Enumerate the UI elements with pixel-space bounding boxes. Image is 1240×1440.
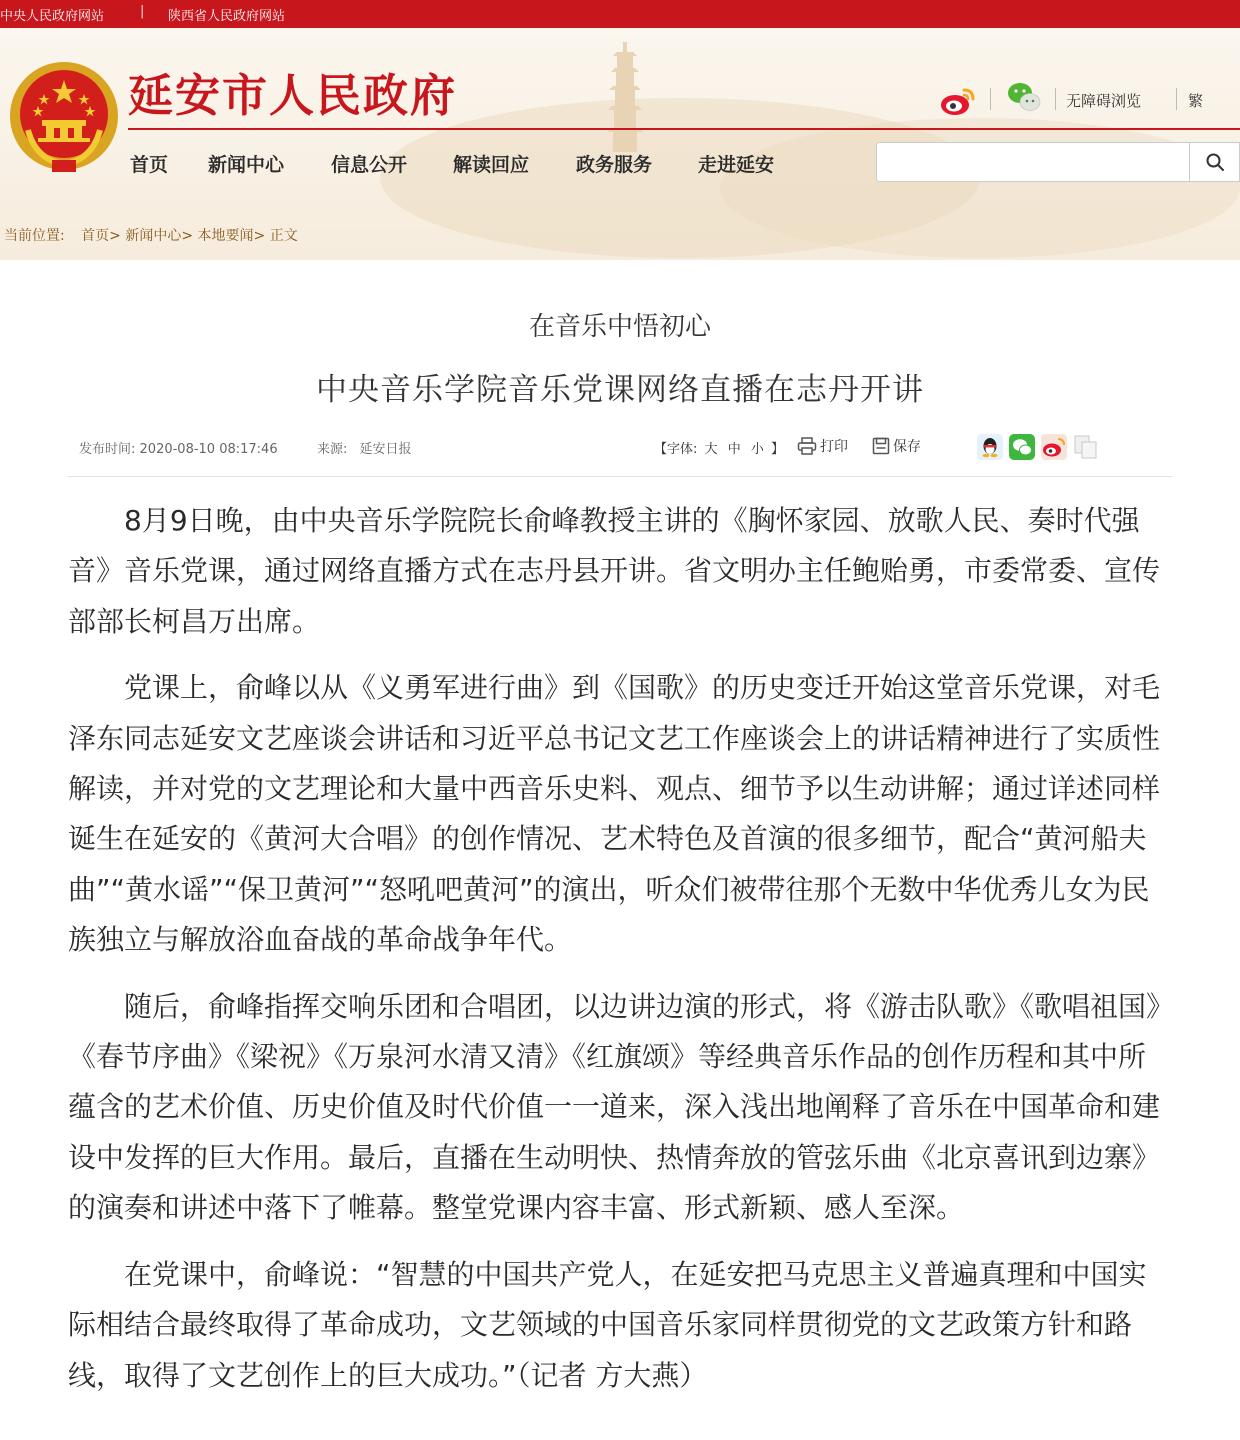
search-input[interactable] — [876, 142, 1190, 182]
font-size-medium[interactable]: 中 — [727, 442, 741, 457]
font-size-small[interactable]: 小 — [750, 442, 764, 457]
national-emblem-icon — [8, 60, 120, 176]
traditional-chinese-toggle[interactable]: 繁 — [1188, 92, 1204, 110]
tool-separator — [990, 88, 991, 110]
breadcrumb-news[interactable]: 新闻中心> — [125, 228, 194, 244]
tool-separator — [1176, 88, 1177, 110]
header-decoration — [720, 118, 1240, 258]
breadcrumb-local[interactable]: 本地要闻> — [197, 228, 266, 244]
breadcrumb-home[interactable]: 首页> — [81, 228, 121, 244]
nav-item-info[interactable]: 信息公开 — [331, 154, 408, 176]
top-bar — [0, 0, 1240, 28]
wechat-share-icon[interactable] — [1009, 434, 1035, 460]
weibo-icon[interactable] — [940, 84, 976, 118]
shaanxi-gov-link[interactable]: 陕西省人民政府网站 — [168, 9, 286, 24]
search-icon — [1205, 152, 1225, 172]
breadcrumb-current: 正文 — [269, 228, 298, 244]
source-label: 来源: — [317, 442, 348, 457]
article-paragraph: 在党课中，俞峰说：“智慧的中国共产党人，在延安把马克思主义普遍真理和中国实际相结合最终取得了革命成功，文艺领域的中国音乐家同样贯彻党的文艺政策方针和路线，取得了文艺创作上的巨大成功。”（记者 方大燕） — [68, 1257, 1147, 1392]
pagoda-icon — [605, 42, 645, 152]
print-label: 打印 — [820, 439, 848, 455]
source-value: 延安日报 — [359, 442, 412, 457]
font-size-label-close: 】 — [771, 442, 785, 457]
site-header — [0, 28, 1240, 260]
central-gov-link[interactable]: 中央人民政府网站 — [0, 9, 105, 24]
article-source — [317, 438, 412, 457]
font-size-large[interactable]: 大 — [704, 442, 718, 457]
nav-item-services[interactable]: 政务服务 — [576, 154, 653, 176]
print-button[interactable] — [797, 436, 848, 456]
article-body — [68, 496, 1172, 1417]
article-title: 中央音乐学院音乐党课网络直播在志丹开讲 — [316, 372, 924, 408]
save-label: 保存 — [893, 439, 921, 455]
nav-item-news[interactable]: 新闻中心 — [208, 154, 285, 176]
article-paragraph: 8月9日晚，由中央音乐学院院长俞峰教授主讲的《胸怀家园、放歌人民、奏时代强音》音乐党课，通过网络直播方式在志丹县开讲。省文明办主任鲍贻勇，市委常委、宣传部部长柯昌万出席。 — [68, 504, 1161, 638]
accessibility-link[interactable]: 无障碍浏览 — [1066, 92, 1142, 110]
meta-divider — [68, 476, 1172, 477]
publish-time — [79, 438, 278, 457]
publish-label: 发布时间: — [79, 442, 136, 457]
font-size-controls — [654, 438, 784, 457]
font-size-label-open: 【字体: — [654, 442, 698, 457]
copy-icon[interactable] — [1073, 434, 1099, 460]
nav-item-about-yanan[interactable]: 走进延安 — [698, 154, 775, 176]
nav-item-home[interactable]: 首页 — [130, 154, 169, 176]
article-paragraph: 党课上，俞峰以从《义勇军进行曲》到《国歌》的历史变迁开始这堂音乐党课，对毛泽东同志延安文艺座谈会讲话和习近平总书记文艺工作座谈会上的讲话精神进行了实质性解读，并对党的文艺理论和大量中西音乐史料、观点、细节予以生动讲解；通过详述同样诞生在延安的《黄河大合唱》的创作情况、艺术特色及首演的很多细节，配合“黄河船夫曲”“黄水谣”“保卫黄河”“怒吼吧黄河”的演出，听众们被带往那个无数中华优秀儿女为民族独立与解放浴血奋战的革命战争年代。 — [68, 671, 1161, 957]
search-button[interactable] — [1190, 142, 1240, 182]
nav-item-interpretation[interactable]: 解读回应 — [453, 154, 530, 176]
tool-separator — [1055, 88, 1056, 110]
breadcrumb-label: 当前位置: — [4, 228, 65, 244]
header-divider — [128, 128, 1240, 130]
site-title[interactable]: 延安市人民政府 — [128, 69, 458, 122]
article-subtitle: 在音乐中悟初心 — [528, 312, 711, 342]
article-paragraph: 随后，俞峰指挥交响乐团和合唱团，以边讲边演的形式，将《游击队歌》《歌唱祖国》《春节序曲》《梁祝》《万泉河水清又清》《红旗颂》等经典音乐作品的创作历程和其中所蕴含的艺术价值、历史价值及时代价值一一道来，深入浅出地阐释了音乐在中国革命和建设中发挥的巨大作用。最后，直播在生动明快、热情奔放的管弦乐曲《北京喜讯到边寨》的演奏和讲述中落下了帷幕。整堂党课内容丰富、形式新颖、感人至深。 — [68, 989, 1161, 1225]
topbar-separator: | — [140, 4, 145, 19]
weibo-share-icon[interactable] — [1041, 434, 1067, 460]
publish-value: 2020-08-10 08:17:46 — [139, 442, 278, 457]
save-icon — [872, 437, 890, 455]
breadcrumb — [4, 225, 298, 245]
qq-icon[interactable] — [977, 434, 1003, 460]
save-button[interactable] — [872, 436, 921, 456]
printer-icon — [797, 437, 817, 455]
wechat-icon[interactable] — [1006, 80, 1042, 114]
